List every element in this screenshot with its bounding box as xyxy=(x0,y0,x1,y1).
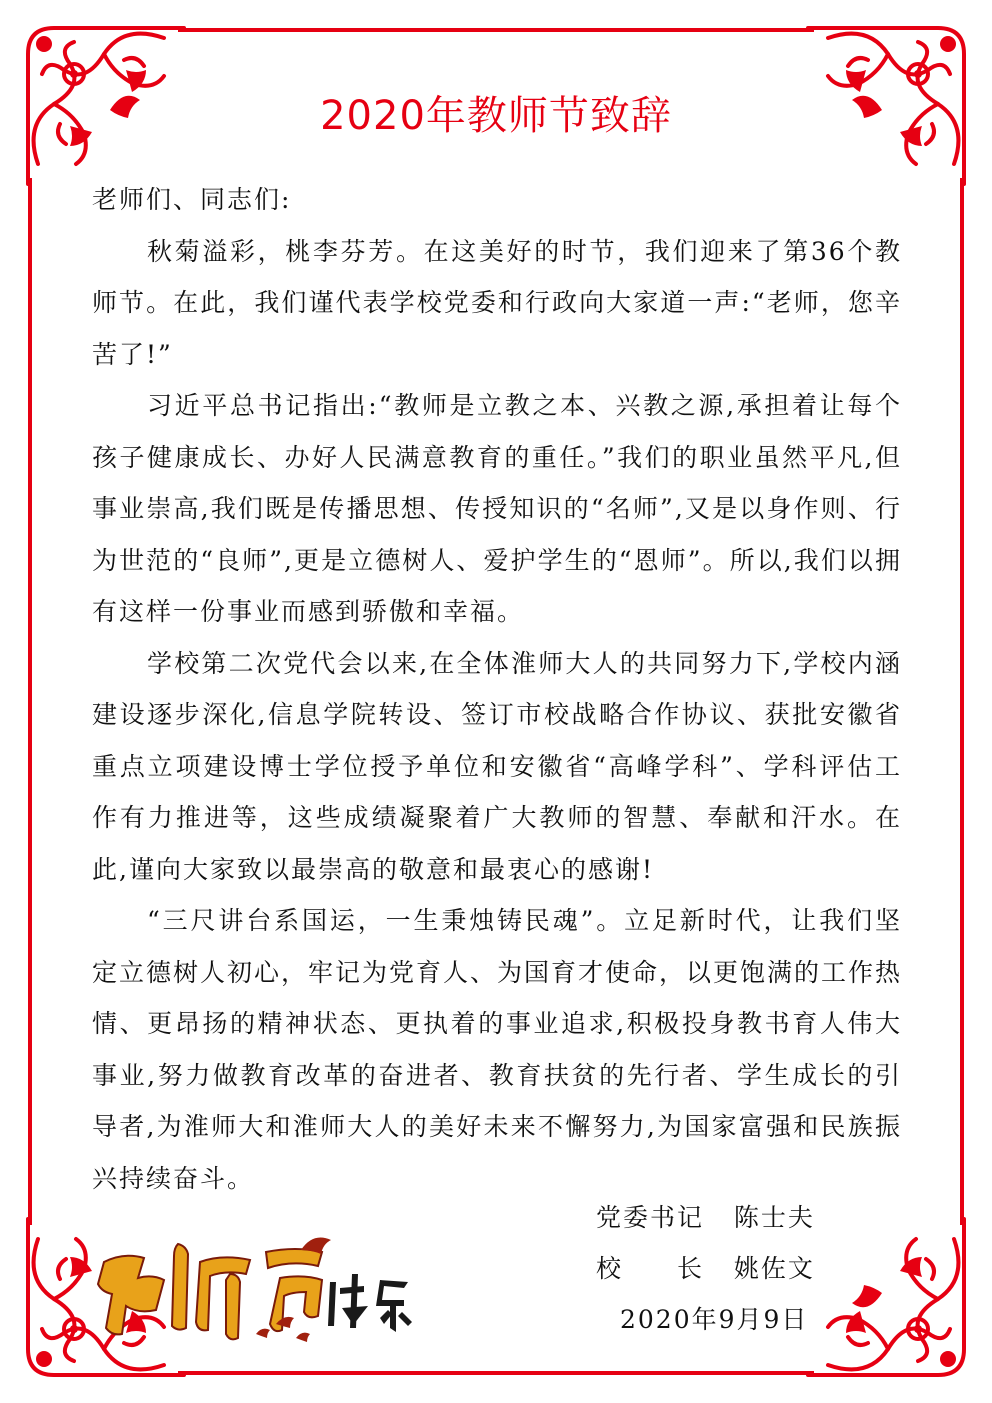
frame-bottom-border xyxy=(178,1371,814,1375)
frame-top-border xyxy=(178,28,814,32)
paragraph: 习近平总书记指出:“教师是立教之本、兴教之源,承担着让每个孩子健康成长、办好人民满意教育的重任。”我们的职业虽然平凡,但事业崇高,我们既是传播思想、传授知识的“名师”,又是以身作则、行为世范的“良师”,更是立德树人、爱护学生的“恩师”。所以,我们以拥有这样一份事业而感到骄傲和幸福。 xyxy=(92,391,902,626)
signature-name: 陈士夫 xyxy=(733,1203,815,1232)
salutation: 老师们、同志们: xyxy=(92,185,292,214)
letter-body xyxy=(92,174,902,1204)
signature-title: 党委书记 xyxy=(596,1203,705,1232)
page-title: 2020年教师节致辞 xyxy=(320,93,672,139)
corner-ornament-icon xyxy=(798,1209,978,1389)
paragraph: 秋菊溢彩，桃李芬芳。在这美好的时节，我们迎来了第36个教师节。在此，我们谨代表学校党委和行政向大家道一声:“老师，您辛苦了!” xyxy=(92,236,902,369)
paragraph: 学校第二次党代会以来,在全体淮师大人的共同努力下,学校内涵建设逐步深化,信息学院转设、签订市校战略合作协议、获批安徽省重点立项建设博士学位授予单位和安徽省“高峰学科”、学科评估工作有力推进等，这些成绩凝聚着广大教师的智慧、奉献和汗水。在此,谨向大家致以最崇高的敬意和最衷心的感谢! xyxy=(92,648,902,884)
frame-left-border xyxy=(28,178,32,1225)
paragraph: “三尺讲台系国运，一生秉烛铸民魂”。立足新时代，让我们坚定立德树人初心，牢记为党育人、为国育才使命，以更饱满的工作热情、更昂扬的精神状态、更执着的事业追求,积极投身教书育人伟大事业,努力做教育改革的奋进者、教育扶贫的先行者、学生成长的引导者,为淮师大和淮师大人的美好未来不懈努力,为国家富强和民族振兴持续奋斗。 xyxy=(92,906,903,1193)
frame-right-border xyxy=(960,178,964,1225)
signature-party-secretary xyxy=(596,1198,856,1234)
signature-name: 姚佐文 xyxy=(733,1254,815,1283)
teachers-day-logo-icon xyxy=(96,1222,426,1352)
signature-title: 校 长 xyxy=(596,1254,705,1283)
signature-president xyxy=(596,1249,856,1285)
signature-date: 2020年9月9日 xyxy=(620,1305,809,1334)
